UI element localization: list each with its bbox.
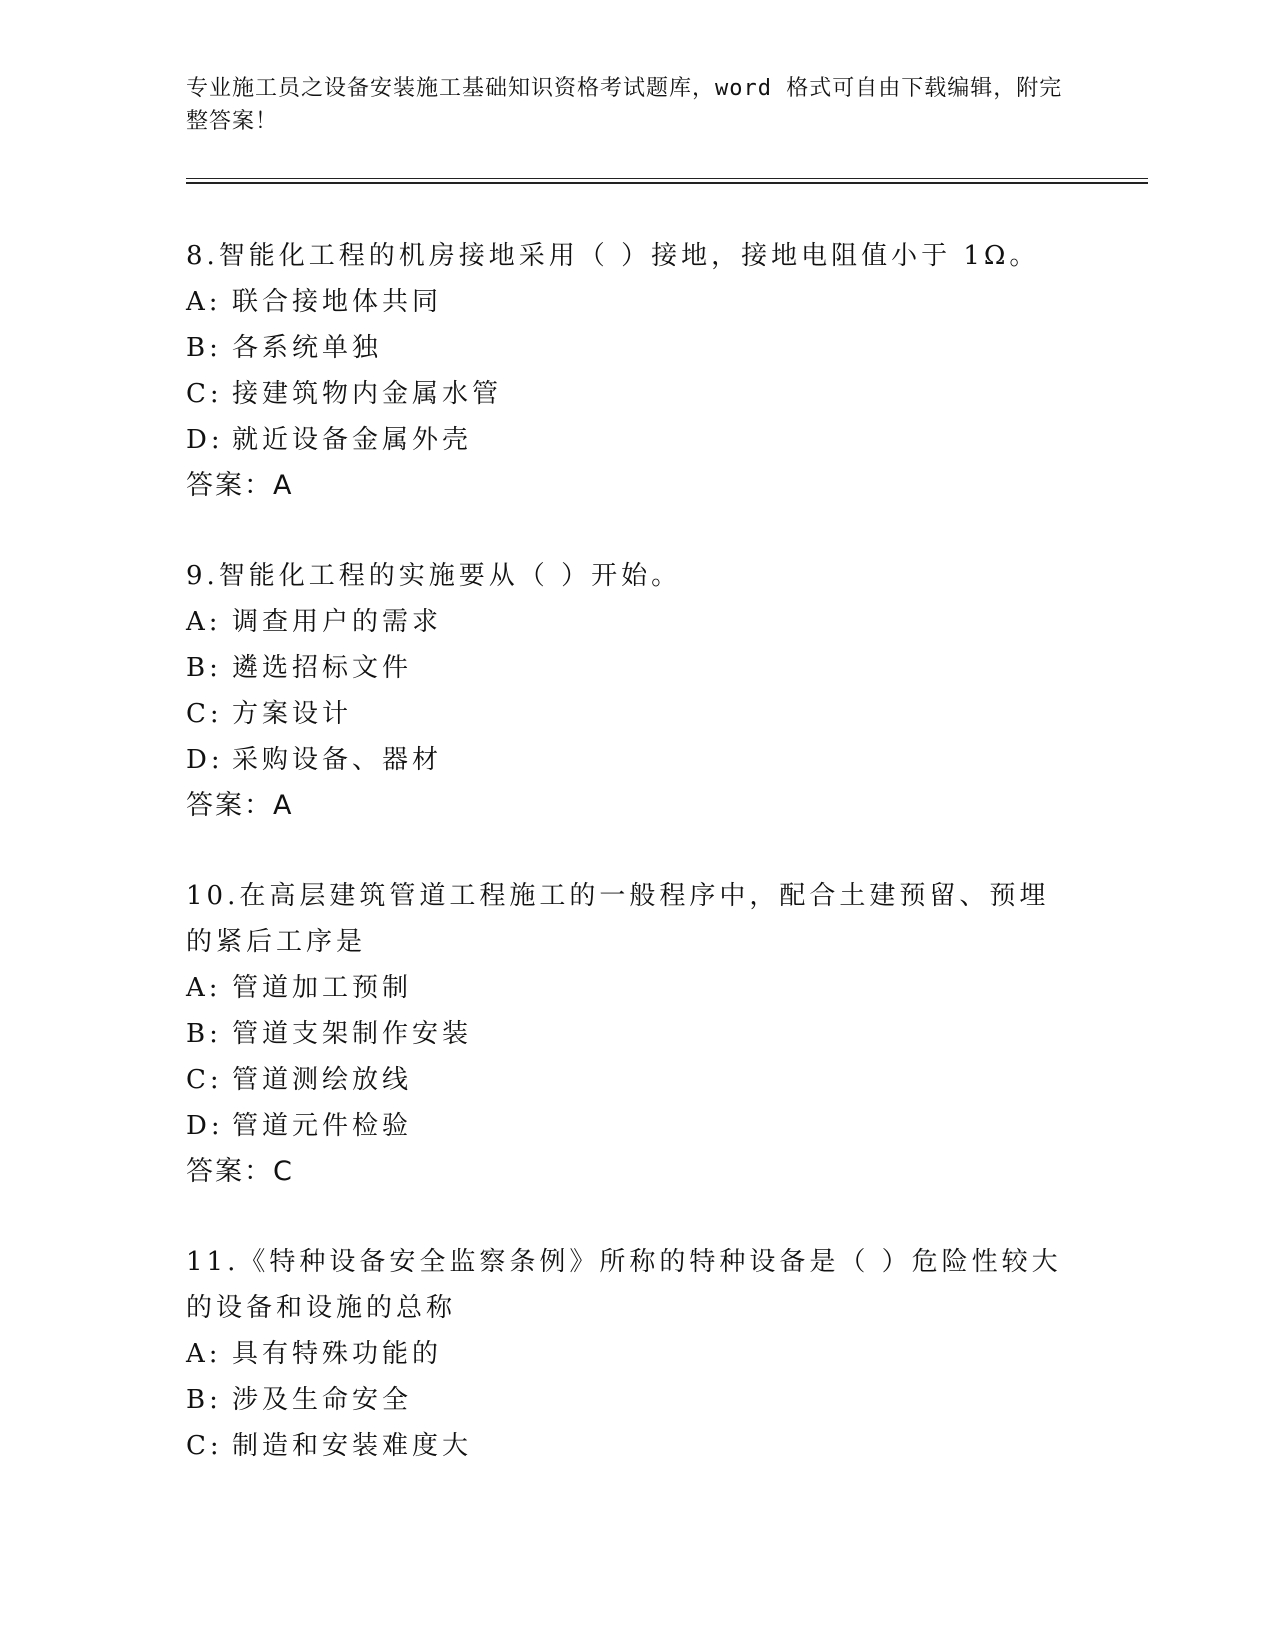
option-text: 涉及生命安全 [232, 1385, 413, 1415]
answer-line: 答案：C [186, 1156, 294, 1187]
header-divider-top [186, 178, 1148, 179]
question-9 [186, 553, 1086, 829]
option-letter: B: [186, 1385, 222, 1415]
option-letter: C: [186, 1431, 223, 1461]
question-11 [186, 1239, 1086, 1469]
option-text: 管道元件检验 [232, 1111, 413, 1141]
question-stem: 11.《特种设备安全监察条例》所称的特种设备是（ ）危险性较大的设备和设施的总称 [186, 1247, 1062, 1323]
header-divider-bottom [186, 182, 1148, 184]
question-stem: 9.智能化工程的实施要从（ ）开始。 [186, 561, 682, 591]
option-c [186, 691, 1086, 737]
option-d [186, 417, 1086, 463]
option-text: 方案设计 [232, 699, 353, 729]
option-letter: C: [186, 1065, 223, 1095]
option-letter: A: [186, 287, 222, 317]
option-text: 管道测绘放线 [232, 1065, 413, 1095]
question-10 [186, 873, 1086, 1195]
option-letter: A: [186, 973, 222, 1003]
option-letter: D: [186, 425, 224, 455]
option-a [186, 279, 1086, 325]
option-text: 联合接地体共同 [232, 287, 443, 317]
document-header: 专业施工员之设备安装施工基础知识资格考试题库，word 格式可自由下载编辑，附完整答案！ [186, 76, 1063, 134]
option-d [186, 1103, 1086, 1149]
option-text: 管道加工预制 [232, 973, 413, 1003]
option-letter: C: [186, 379, 223, 409]
option-letter: A: [186, 1339, 222, 1369]
option-c [186, 1057, 1086, 1103]
option-text: 调查用户的需求 [232, 607, 443, 637]
option-letter: B: [186, 1019, 222, 1049]
option-b [186, 1011, 1086, 1057]
option-text: 管道支架制作安装 [232, 1019, 473, 1049]
option-letter: B: [186, 333, 222, 363]
option-letter: A: [186, 607, 222, 637]
option-a [186, 599, 1086, 645]
answer-line: 答案：A [186, 470, 294, 501]
option-letter: D: [186, 1111, 224, 1141]
option-text: 遴选招标文件 [232, 653, 413, 683]
option-text: 采购设备、器材 [232, 745, 443, 775]
option-text: 具有特殊功能的 [232, 1339, 443, 1369]
option-letter: D: [186, 745, 224, 775]
option-letter: B: [186, 653, 222, 683]
option-text: 接建筑物内金属水管 [232, 379, 503, 409]
option-b [186, 1377, 1086, 1423]
question-8 [186, 233, 1086, 509]
answer-line: 答案：A [186, 790, 294, 821]
option-text: 制造和安装难度大 [232, 1431, 473, 1461]
question-stem: 10.在高层建筑管道工程施工的一般程序中，配合土建预留、预埋的紧后工序是 [186, 881, 1050, 957]
option-c [186, 371, 1086, 417]
option-b [186, 325, 1086, 371]
question-stem: 8.智能化工程的机房接地采用（ ）接地，接地电阻值小于 1Ω。 [186, 241, 1040, 271]
option-a [186, 1331, 1086, 1377]
option-text: 各系统单独 [232, 333, 383, 363]
option-text: 就近设备金属外壳 [232, 425, 473, 455]
option-b [186, 645, 1086, 691]
option-a [186, 965, 1086, 1011]
option-d [186, 737, 1086, 783]
option-c [186, 1423, 1086, 1469]
option-letter: C: [186, 699, 223, 729]
